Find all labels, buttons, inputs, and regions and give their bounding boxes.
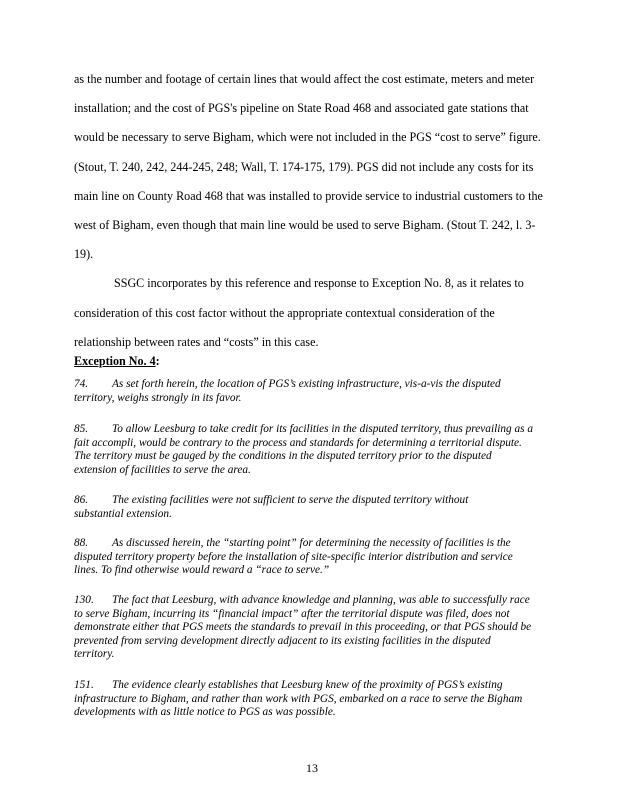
body-text [74, 65, 554, 357]
finding-line: substantial extension. [74, 507, 172, 520]
finding-line: disputed territory property before the installation of site-specific interior distribution and service [74, 550, 513, 563]
exception-heading-text: Exception No. 4 [74, 354, 156, 368]
body-line: installation; and the cost of PGS's pipeline on State Road 468 and associated gate stations that [74, 101, 529, 116]
finding-line: The territory must be gauged by the conditions in the disputed territory prior to the disputed [74, 450, 492, 463]
finding-line: fait accompli, would be contrary to the process and standards for determining a territorial dispute. [74, 436, 522, 449]
finding-line: developments with as little notice to PGS as was possible. [74, 706, 336, 719]
finding-line: As discussed herein, the “starting point” for determining the necessity of facilities is the [112, 537, 511, 549]
finding-number: 85. [74, 423, 89, 435]
finding-line: prevented from serving development directly adjacent to its existing facilities in the disputed [74, 634, 491, 647]
finding-line: infrastructure to Bigham, and rather than work with PGS, embarked on a race to serve the Bigham [74, 692, 523, 705]
finding-88 [74, 537, 554, 578]
finding-line: demonstrate either that PGS meets the standards to prevail in this proceeding, or that PGS should be [74, 621, 532, 634]
finding-line: extension of facilities to serve the area. [74, 463, 251, 476]
finding-86 [74, 494, 554, 521]
body-line: SSGC incorporates by this reference and response to Exception No. 8, as it relates to [114, 276, 524, 291]
finding-number: 74. [74, 378, 89, 390]
finding-line: The evidence clearly establishes that Leesburg knew of the proximity of PGS’s existing [112, 679, 503, 691]
finding-85 [74, 423, 554, 477]
body-line: relationship between rates and “costs” in this case. [74, 334, 319, 349]
exception-heading-colon: : [155, 354, 160, 368]
body-line: would be necessary to serve Bigham, which were not included in the PGS “cost to serve” figure. [74, 130, 541, 145]
finding-line: As set forth herein, the location of PGS’s existing infrastructure, vis-a-vis the disputed [112, 378, 501, 390]
body-line: main line on County Road 468 that was installed to provide service to industrial customers to the [74, 188, 543, 203]
body-line: (Stout, T. 240, 242, 244-245, 248; Wall, T. 174-175, 179). PGS did not include any costs for its [74, 159, 534, 174]
page-number: 13 [306, 761, 318, 775]
body-line: west of Bigham, even though that main line would be used to serve Bigham. (Stout T. 242, l. 3- [74, 217, 536, 232]
body-line: as the number and footage of certain lines that would affect the cost estimate, meters and meter [74, 72, 535, 86]
body-line: 19). [74, 247, 94, 262]
finding-line: The existing facilities were not sufficient to serve the disputed territory without [112, 494, 469, 506]
exception-heading [74, 354, 160, 369]
finding-130 [74, 594, 554, 662]
finding-line: The fact that Leesburg, with advance knowledge and planning, was able to successfully race [112, 594, 530, 606]
finding-151 [74, 679, 554, 720]
finding-line: To allow Leesburg to take credit for its facilities in the disputed territory, thus prevailing as a [112, 423, 534, 435]
finding-number: 130. [74, 594, 94, 606]
finding-number: 86. [74, 494, 89, 506]
finding-line: territory. [74, 648, 115, 661]
finding-number: 151. [74, 679, 94, 691]
finding-line: lines. To find otherwise would reward a “race to serve.” [74, 564, 330, 577]
finding-line: to serve Bigham, incurring its “financial impact” after the territorial dispute was filed, does not [74, 607, 510, 620]
finding-line: territory, weighs strongly in its favor. [74, 391, 242, 404]
finding-number: 88. [74, 537, 89, 549]
body-line: consideration of this cost factor without the appropriate contextual consideration of the [74, 305, 495, 320]
finding-74 [74, 378, 554, 405]
